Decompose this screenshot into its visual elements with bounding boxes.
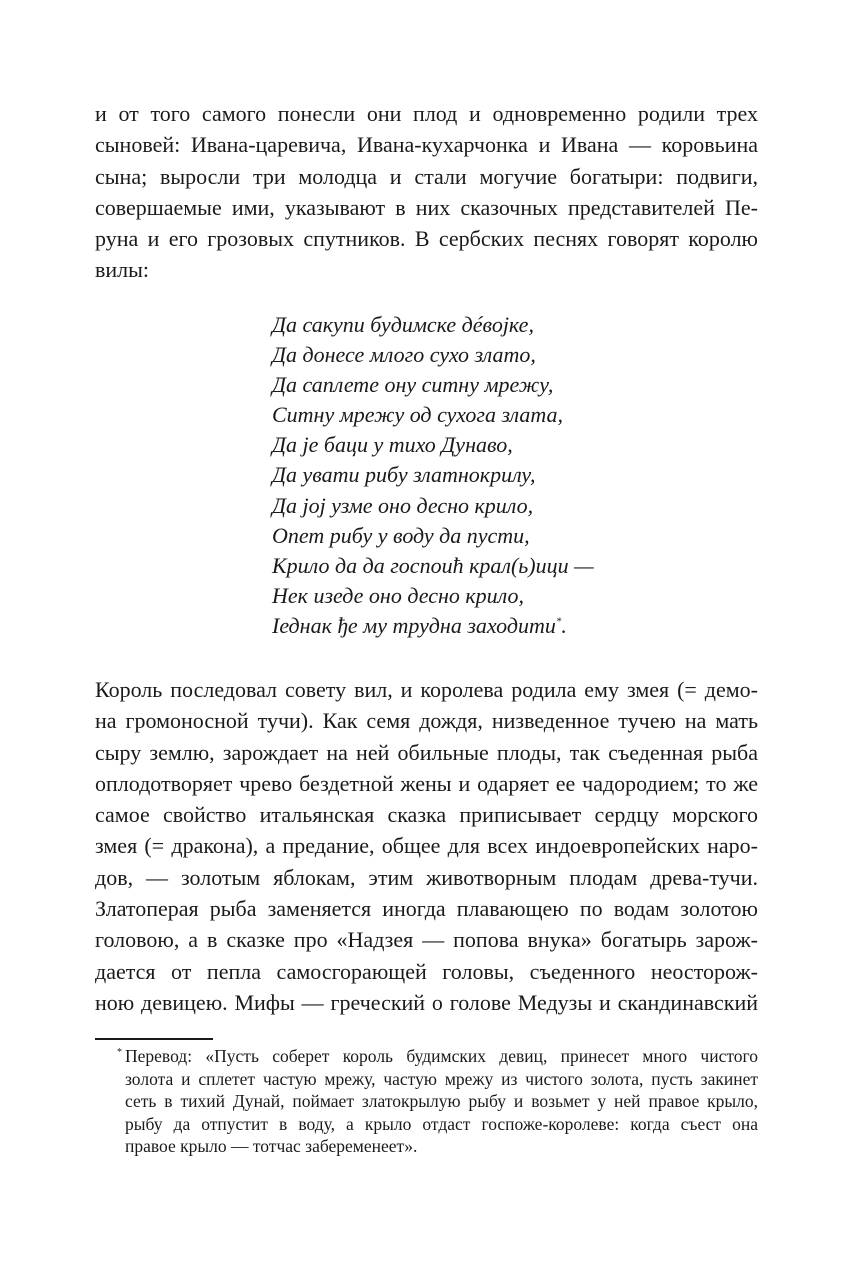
paragraph-line: головою, а в сказке про «Надзея — попова внука» богатырь зарож-	[95, 927, 758, 953]
paragraph-line: руна и его грозовых спутников. В сербских песнях говорят королю	[95, 226, 758, 252]
poem-line: Да увати рибу златнокрилу,	[272, 462, 536, 488]
paragraph-line: сыру землю, зарождает на ней обильные плоды, так съеденная рыба	[95, 739, 758, 765]
paragraph-line: вилы:	[95, 257, 150, 283]
poem-line: Крило да да госпоић крал(ь)ици —	[272, 552, 594, 578]
paragraph-line: и от того самого понесли они плод и одновременно родили трех	[95, 101, 758, 126]
paragraph-line: Златоперая рыба заменяется иногда плавающею по водам золотою	[95, 896, 758, 922]
paragraph-line: оплодотворяет чрево бездетной жены и одаряет ее чадородием; то же	[95, 770, 758, 796]
poem-line: Да донесе млого сухо злато,	[272, 342, 536, 368]
poem-line: Да саплете ону ситну мрежу,	[272, 372, 554, 398]
poem-last-line: Іеднак ђе му трудна заходити*.	[272, 612, 567, 638]
paragraph-line: самое свойство итальянская сказка приписывает сердцу морского	[95, 802, 758, 828]
footnote-line: Перевод: «Пусть соберет король будимских девиц, принесет много чистого	[125, 1046, 758, 1066]
paragraph-line: на громоносной тучи). Как семя дождя, низведенное тучею на мать	[95, 708, 758, 734]
paragraph-line: змея (= дракона), а предание, общее для всех индоевропейских наро-	[95, 833, 758, 859]
footnote-divider	[95, 1038, 213, 1040]
paragraph-line: дается от пепла самосгорающей головы, съеденного неосторож-	[95, 958, 758, 984]
footnote-reference[interactable]: *	[555, 615, 562, 628]
footnote-line: правое крыло — тотчас забеременеет».	[125, 1136, 418, 1156]
paragraph-line: дов, — золотым яблокам, этим животворным плодам древа-тучи.	[95, 864, 758, 890]
poem-line: Да јој узме оно десно крило,	[272, 492, 534, 518]
paragraph-line: Король последовал совету вил, и королева родила ему змея (= демо-	[95, 677, 758, 702]
footnote-line: сеть в тихий Дунай, поймает златокрылую рыбу и возьмет у ней правое крыло,	[125, 1091, 758, 1111]
footnote-first-line	[117, 1045, 758, 1068]
footnote-line: золота и сплетет частую мрежу, частую мрежу из чистого золота, пусть закинет	[125, 1068, 758, 1089]
footnote	[117, 1045, 758, 1158]
paragraph-line: сыновей: Ивана-царевича, Ивана-кухарчонка и Ивана — коровьина	[95, 132, 758, 158]
serbian-song-quote	[272, 310, 594, 641]
paragraph-2	[95, 674, 758, 1018]
poem-line: Опет рибу у воду да пусти,	[272, 522, 530, 548]
poem-line: Да је баци у тихо Дунаво,	[272, 432, 513, 458]
footnote-line: рыбу да отпустит в воду, а крыло отдаст госпоже-королеве: когда съест она	[125, 1113, 758, 1134]
poem-line: Ситну мрежу од сухога злата,	[272, 402, 564, 428]
poem-line: Нек изеде оно десно крило,	[272, 582, 525, 608]
paragraph-line: ною девицею. Мифы — греческий о голове Медузы и скандинавский	[95, 989, 758, 1015]
paragraph-1	[95, 98, 758, 286]
footnote-marker: *	[117, 1047, 122, 1059]
poem-line: Іеднак ђе му трудна заходити	[272, 612, 556, 638]
poem-line: Да сакупи будимске дéвојке,	[272, 312, 534, 337]
paragraph-line: сына; выросли три молодца и стали могучие богатыри: подвиги,	[95, 163, 758, 189]
paragraph-line: совершаемые ими, указывают в них сказочных представителей Пе-	[95, 194, 758, 220]
